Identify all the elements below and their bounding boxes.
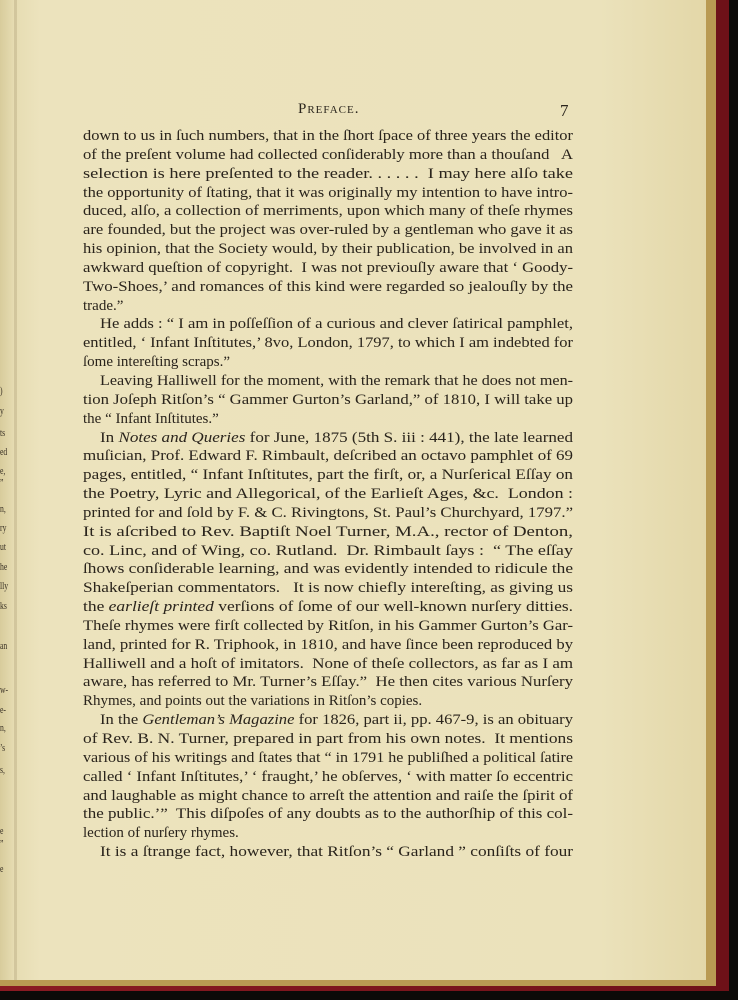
line-content xyxy=(83,768,573,787)
line-content xyxy=(83,278,573,297)
line-content xyxy=(83,391,573,410)
line-content xyxy=(83,184,573,203)
line-text: Shakeſperian commentators. It is now chiefly intereſting, as giving us xyxy=(83,580,573,597)
line-content xyxy=(83,655,573,674)
line-content xyxy=(83,805,573,824)
text-line xyxy=(83,127,573,146)
margin-fragment: lly xyxy=(0,580,9,592)
line-content xyxy=(83,353,230,372)
margin-fragment: ’s xyxy=(0,742,6,754)
text-line xyxy=(83,146,573,165)
margin-fragment: an xyxy=(0,640,8,652)
margin-fragment: w- xyxy=(0,684,9,696)
line-text: land, printed for R. Triphook, in 1810, and have ſince been reproduced by xyxy=(83,636,573,653)
line-content xyxy=(83,579,573,598)
text-line xyxy=(83,636,573,655)
text-line xyxy=(83,711,573,730)
line-content xyxy=(83,202,573,221)
page-number: 7 xyxy=(560,101,569,120)
line-text: the opportunity of ſtating, that it was originally my intention to have intro- xyxy=(83,184,573,201)
text-line xyxy=(83,485,573,504)
margin-fragment: ) xyxy=(0,385,3,397)
line-text: trade.” xyxy=(83,297,124,314)
line-text: ſhows conſiderable learning, and was evidently intended to ridicule the xyxy=(83,561,573,578)
text-line xyxy=(83,749,573,768)
line-text: verſions of ſome of our well-known nurſery ditties. xyxy=(213,599,573,616)
margin-fragment: ts xyxy=(0,427,6,439)
margin-fragment: ry xyxy=(0,522,7,534)
line-content xyxy=(100,711,573,730)
text-line xyxy=(83,579,573,598)
text-line xyxy=(83,240,573,259)
line-text: of the preſent volume had collected conſiderably more than a thouſand A xyxy=(83,146,573,163)
text-line xyxy=(83,391,573,410)
line-text: tion Joſeph Ritſon’s “ Gammer Gurton’s Garland,” of 1810, I will take up xyxy=(83,391,573,408)
line-text: his opinion, that the Society would, by their publication, be involved in an xyxy=(83,241,573,258)
line-content xyxy=(83,598,573,617)
line-content xyxy=(83,787,573,806)
running-head-title: Preface. xyxy=(298,101,360,117)
line-content xyxy=(83,560,573,579)
page-gutter xyxy=(14,0,17,980)
margin-fragment: ut xyxy=(0,541,6,553)
text-line xyxy=(83,259,573,278)
line-content xyxy=(83,466,573,485)
text-line xyxy=(83,447,573,466)
text-line xyxy=(83,824,573,843)
text-line xyxy=(83,372,573,391)
line-text: aware, has referred to Mr. Turner’s Eſſay.” He then cites various Nurſery xyxy=(83,674,573,691)
text-line xyxy=(83,692,573,711)
line-text: Halliwell and a hoſt of imitators. None of theſe collectors, as far as I am xyxy=(83,655,573,672)
line-content xyxy=(83,504,573,523)
text-line xyxy=(83,466,573,485)
text-line xyxy=(83,202,573,221)
line-text: muſician, Prof. Edward F. Rimbault, deſcribed an octavo pamphlet of 69 xyxy=(83,448,573,465)
line-text: are founded, but the project was over-ruled by a gentleman who gave it as xyxy=(83,222,573,239)
line-text: pages, entitled, “ Infant Inſtitutes, part the firſt, or, a Nurſerical Eſſay on xyxy=(83,467,573,484)
line-content xyxy=(83,692,422,711)
line-content xyxy=(83,410,219,429)
line-text: called ‘ Infant Inſtitutes,’ ‘ fraught,’ he obſerves, ‘ with matter ſo eccentric xyxy=(83,768,573,785)
line-content xyxy=(83,240,573,259)
text-line xyxy=(83,353,573,372)
line-text: Rhymes, and points out the variations in Ritſon’s copies. xyxy=(83,693,423,710)
margin-fragment: n, xyxy=(0,722,6,734)
italic-title: earlieſt printed xyxy=(108,599,214,616)
line-text: and laughable as might chance to arreſt the attention and raiſe the ſpirit of xyxy=(83,787,573,804)
line-text: lection of nurſery rhymes. xyxy=(83,825,239,842)
margin-fragment: y xyxy=(0,405,4,417)
line-content xyxy=(100,429,573,448)
line-content xyxy=(83,730,573,749)
line-text: for 1826, part ii, pp. 467-9, is an obituary xyxy=(294,712,573,729)
text-line xyxy=(83,184,573,203)
line-content xyxy=(83,334,573,353)
text-line xyxy=(83,523,573,542)
line-text: Theſe rhymes were firſt collected by Ritſon, in his Gammer Gurton’s Gar- xyxy=(83,617,573,634)
line-text: In xyxy=(100,429,119,446)
text-line xyxy=(83,805,573,824)
text-line xyxy=(83,410,573,429)
italic-title: Notes and Queries xyxy=(118,429,246,446)
italic-title: Gentleman’s Magazine xyxy=(142,712,295,729)
line-content xyxy=(83,673,573,692)
line-content xyxy=(83,221,573,240)
line-content xyxy=(83,447,573,466)
margin-fragment: ” xyxy=(0,477,4,489)
line-content xyxy=(83,146,573,165)
line-text: He adds : “ I am in poſſeſſion of a curious and clever ſatirical pamphlet, xyxy=(100,316,573,333)
line-text: co. Linc, and of Wing, co. Rutland. Dr. Rimbault ſays : “ The eſſay xyxy=(83,542,573,559)
text-line xyxy=(83,730,573,749)
text-line xyxy=(83,768,573,787)
line-text: various of his writings and ſtates that “ in 1791 he publiſhed a political ſatire xyxy=(83,749,573,766)
line-text: In the xyxy=(100,712,143,729)
body-text xyxy=(83,127,573,862)
line-text: the “ Infant Inſtitutes.” xyxy=(83,410,219,427)
text-line xyxy=(83,504,573,523)
text-line xyxy=(83,673,573,692)
margin-fragment: e- xyxy=(0,704,6,716)
line-text: duced, alſo, a collection of merriments, upon which many of theſe rhymes xyxy=(83,203,573,220)
text-line xyxy=(83,221,573,240)
line-content xyxy=(83,636,573,655)
text-line xyxy=(83,334,573,353)
text-line xyxy=(83,315,573,334)
line-text: It is a ſtrange fact, however, that Ritſon’s “ Garland ” conſiſts of four xyxy=(100,844,573,861)
text-line xyxy=(83,429,573,448)
margin-fragment: he xyxy=(0,561,8,573)
line-content xyxy=(83,127,573,146)
text-line xyxy=(83,542,573,561)
line-text: the xyxy=(83,599,109,616)
line-text: down to us in ſuch numbers, that in the ſhort ſpace of three years the editor xyxy=(83,128,573,144)
text-line xyxy=(83,297,573,316)
margin-fragment: e xyxy=(0,825,4,837)
text-line xyxy=(83,617,573,636)
line-content xyxy=(83,259,573,278)
margin-fragment: ks xyxy=(0,600,7,612)
line-text: ſome intereſting scraps.” xyxy=(83,354,231,371)
text-line xyxy=(83,843,573,862)
line-text: selection is here preſented to the reader. . . . . . I may here alſo take xyxy=(83,165,573,182)
margin-fragment: n, xyxy=(0,503,6,515)
margin-fragment: s, xyxy=(0,764,5,776)
margin-fragment: e xyxy=(0,863,4,875)
line-content xyxy=(83,617,573,636)
line-text: of Rev. B. N. Turner, prepared in part from his own notes. It mentions xyxy=(83,731,573,747)
margin-fragment: e, xyxy=(0,465,6,477)
line-content xyxy=(100,843,573,862)
line-text: for June, 1875 (5th S. iii : 441), the late learned xyxy=(245,429,573,446)
text-line xyxy=(83,278,573,297)
text-line xyxy=(83,165,573,184)
line-text: the public.’” This diſpoſes of any doubts as to the authorſhip of this col- xyxy=(83,806,573,823)
text-line xyxy=(83,598,573,617)
line-text: awkward queſtion of copyright. I was not previouſly aware that ‘ Goody- xyxy=(83,259,573,276)
margin-fragment: ” xyxy=(0,838,4,850)
text-line xyxy=(83,560,573,579)
margin-fragment: ed xyxy=(0,446,8,458)
line-content xyxy=(83,165,573,184)
line-text: entitled, ‘ Infant Inſtitutes,’ 8vo, London, 1797, to which I am indebted for xyxy=(83,335,573,352)
line-text: Leaving Halliwell for the moment, with the remark that he does not men- xyxy=(100,372,573,389)
line-content xyxy=(83,824,239,843)
line-content xyxy=(83,749,573,768)
line-text: Two-Shoes,’ and romances of this kind were regarded so jealouſly by the xyxy=(83,278,573,295)
line-content xyxy=(83,485,573,504)
line-text: printed for and ſold by F. & C. Rivingtons, St. Paul’s Churchyard, 1797.” xyxy=(83,504,573,521)
line-content xyxy=(83,542,573,561)
text-line xyxy=(83,655,573,674)
line-content xyxy=(83,523,573,542)
text-line xyxy=(83,787,573,806)
line-content xyxy=(100,315,573,334)
line-text: the Poetry, Lyric and Allegorical, of the Earlieſt Ages, &c. London : xyxy=(83,486,573,503)
line-text: It is aſcribed to Rev. Baptiſt Noel Turner, M.A., rector of Denton, xyxy=(83,523,573,540)
line-content xyxy=(100,372,573,391)
line-content xyxy=(83,297,123,316)
